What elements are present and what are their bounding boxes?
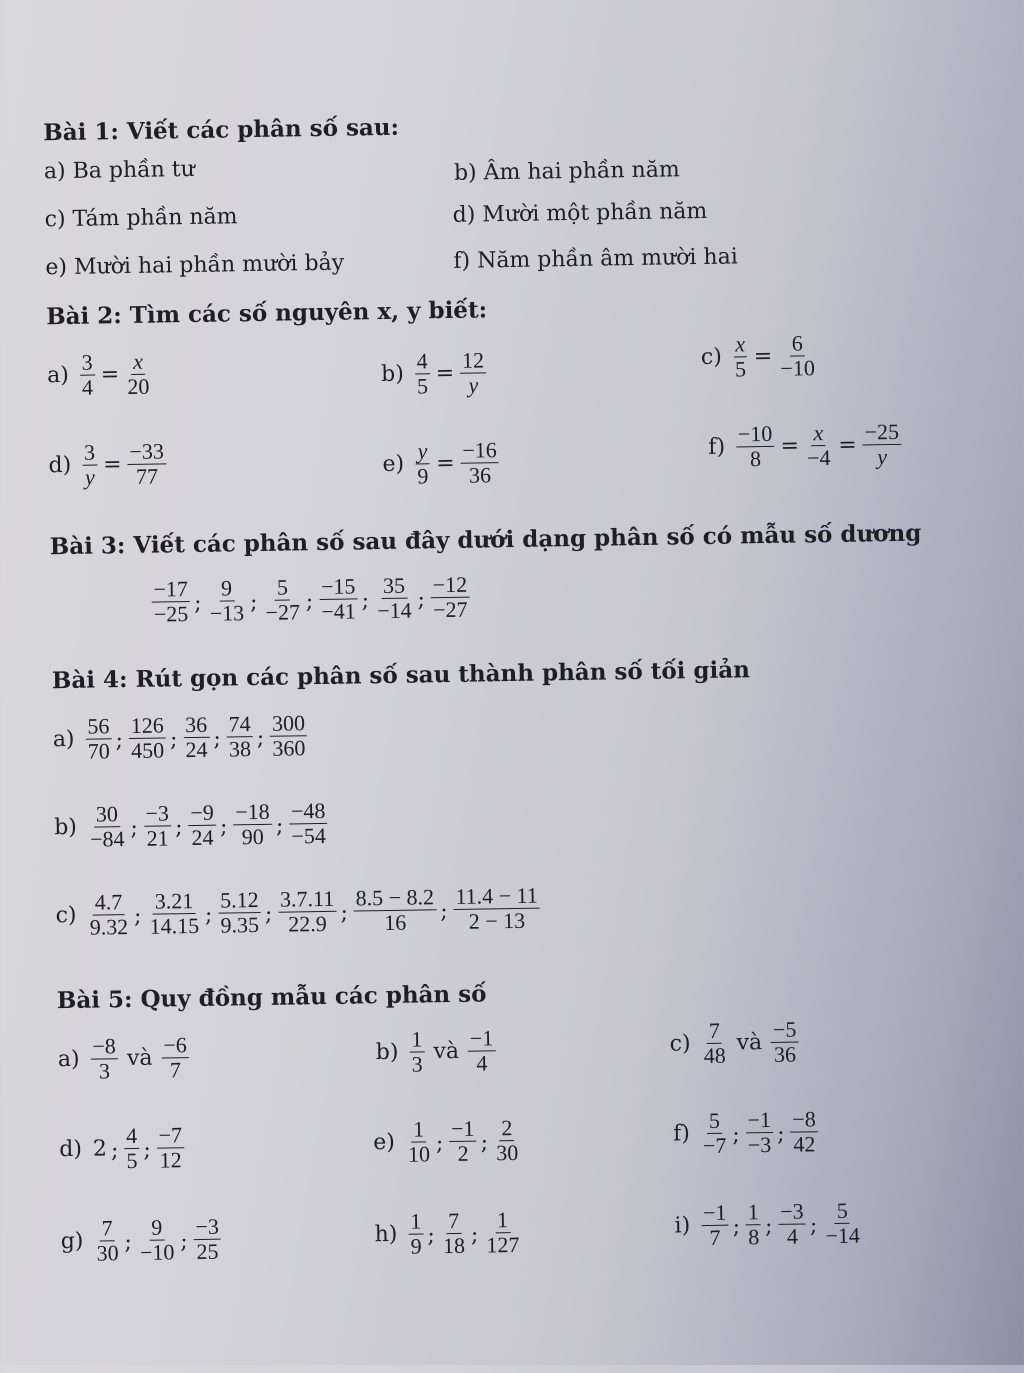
fraction	[745, 1108, 773, 1157]
semicolon: ;	[427, 1223, 436, 1249]
semicolon: ;	[340, 900, 349, 926]
fraction	[82, 440, 98, 489]
integer-value: 2	[92, 1136, 108, 1162]
numerator: 35	[381, 574, 407, 599]
numerator: 5	[707, 1109, 722, 1134]
numerator: −3	[193, 1215, 221, 1240]
denominator: 90	[241, 823, 264, 850]
bai5-row-2	[59, 1106, 992, 1196]
denominator: 38	[228, 735, 252, 762]
bai1-row-2	[44, 193, 977, 248]
numerator: −15	[319, 574, 358, 599]
denominator: 22.9	[288, 910, 327, 937]
fraction	[233, 800, 272, 849]
fraction	[375, 574, 414, 623]
fraction	[771, 1018, 799, 1067]
fraction	[460, 438, 499, 487]
fraction	[226, 712, 253, 761]
bai3-heading: Bài 3: Viết các phân số sau đây dưới dạng phân số có mẫu số dương	[49, 519, 922, 561]
numerator: −5	[771, 1018, 799, 1043]
denominator: 20	[127, 373, 150, 399]
denominator: 5	[126, 1147, 138, 1173]
label-d: d)	[48, 452, 72, 479]
denominator: 5	[734, 356, 747, 382]
va-word: và	[433, 1038, 460, 1065]
denominator: 8	[749, 445, 762, 471]
bai2-eq-f	[708, 420, 905, 472]
semicolon: ;	[219, 814, 228, 840]
bai4-b	[54, 799, 331, 852]
semicolon: ;	[213, 726, 222, 752]
numerator: 9	[219, 576, 234, 601]
numerator: 74	[226, 712, 252, 737]
numerator: 6	[790, 331, 805, 356]
fraction	[778, 1199, 806, 1248]
fraction	[468, 1026, 496, 1075]
denominator: −13	[209, 599, 245, 626]
denominator: −41	[321, 598, 357, 624]
numerator: −48	[289, 799, 328, 824]
bai5-heading: Bài 5: Quy đồng mẫu các phân số	[56, 980, 487, 1015]
fraction	[137, 1215, 176, 1264]
numerator: −1	[701, 1201, 729, 1226]
label-e: e)	[373, 1129, 396, 1155]
bai3-fractions	[148, 573, 472, 627]
numerator: 300	[270, 711, 307, 736]
numerator: −1	[468, 1026, 496, 1051]
label-c: c)	[55, 902, 77, 928]
label-a: a)	[52, 726, 75, 752]
denominator: 30	[496, 1139, 519, 1166]
bai4-row-c	[55, 877, 988, 962]
bai2-row-2	[48, 418, 981, 512]
bai2-row-1	[46, 330, 980, 422]
fraction	[87, 890, 130, 939]
fraction	[79, 351, 95, 400]
numerator: −1	[745, 1108, 773, 1133]
numerator: 3.7.11	[278, 887, 337, 913]
bai1-item-a: a) Ba phần tư	[43, 156, 195, 185]
numerator: 1	[408, 1209, 423, 1234]
denominator: 2	[457, 1140, 469, 1166]
fraction	[156, 1123, 184, 1172]
bai3-row	[50, 565, 983, 650]
label-b: b)	[375, 1039, 399, 1065]
numerator: 7	[707, 1019, 722, 1044]
va-word: và	[736, 1029, 763, 1056]
fraction	[736, 422, 775, 471]
denominator: −3	[747, 1131, 772, 1158]
numerator: −10	[736, 422, 775, 447]
numerator: −18	[233, 800, 272, 825]
fraction	[701, 1019, 728, 1068]
denominator: 9.32	[89, 913, 129, 940]
bai5-row-3	[60, 1197, 993, 1288]
bai5-i	[674, 1199, 865, 1250]
fraction	[408, 1209, 424, 1258]
denominator: 4	[786, 1223, 799, 1249]
numerator: 4.7	[93, 890, 125, 915]
denominator: 48	[703, 1042, 726, 1068]
denominator: −84	[89, 825, 125, 852]
numerator: 1	[746, 1200, 761, 1225]
denominator: 3	[411, 1051, 423, 1077]
numerator: 8.5 − 8.2	[353, 885, 436, 911]
label-b: b)	[380, 361, 405, 387]
semicolon: ;	[264, 901, 273, 927]
semicolon: ;	[470, 1222, 479, 1248]
bai5-h	[374, 1208, 524, 1259]
bai1-heading: Bài 1: Viết các phân số sau:	[43, 113, 400, 147]
label-a: a)	[57, 1046, 80, 1072]
fraction	[188, 801, 216, 850]
fraction	[90, 1034, 118, 1083]
semicolon: ;	[110, 1137, 119, 1164]
semicolon: ;	[124, 1229, 133, 1255]
denominator: 16	[384, 909, 407, 935]
denominator: 30	[96, 1240, 119, 1266]
fraction	[414, 349, 430, 398]
numerator: −6	[161, 1033, 189, 1058]
bai4-heading: Bài 4: Rút gọn các phân số sau thành phân số tối giản	[51, 656, 751, 695]
denominator: y	[468, 372, 479, 398]
fraction	[823, 1199, 862, 1248]
label-i: i)	[674, 1213, 691, 1239]
denominator: −10	[780, 354, 816, 381]
denominator: 9	[410, 1233, 422, 1259]
fraction	[218, 888, 261, 937]
fraction	[289, 799, 328, 848]
numerator: −7	[156, 1123, 184, 1148]
semicolon: ;	[133, 903, 142, 929]
numerator: 1	[409, 1027, 424, 1052]
numerator: 4	[124, 1124, 139, 1149]
denominator: 3	[98, 1058, 111, 1084]
fraction	[129, 713, 167, 762]
numerator: 3	[79, 351, 94, 376]
equals-sign: =	[838, 432, 857, 458]
numerator: 9	[149, 1216, 164, 1241]
denominator: −7	[702, 1132, 727, 1158]
semicolon: ;	[361, 587, 370, 614]
semicolon: ;	[169, 727, 178, 753]
denominator: 4	[476, 1050, 488, 1076]
fraction	[453, 884, 540, 934]
numerator: 30	[94, 802, 120, 827]
bai5-b	[375, 1026, 498, 1076]
denominator: −10	[139, 1239, 175, 1265]
semicolon: ;	[275, 813, 284, 839]
denominator: −14	[377, 597, 412, 623]
bai2-eq-b	[381, 348, 490, 398]
fraction	[409, 1027, 425, 1076]
bai1-item-e: e) Mười hai phần mười bảy	[45, 250, 345, 281]
denominator: y	[84, 464, 95, 490]
fraction	[270, 711, 308, 760]
label-d: d)	[59, 1136, 83, 1162]
denominator: 77	[135, 463, 159, 489]
denominator: 70	[87, 738, 110, 764]
bai1-row-3	[45, 241, 978, 296]
label-c: c)	[700, 344, 723, 370]
bai1-item-f: f) Năm phần âm mười hai	[453, 244, 738, 274]
label-e: e)	[382, 451, 405, 477]
bai2-heading: Bài 2: Tìm các số nguyên x, y biết:	[45, 296, 488, 331]
semicolon: ;	[143, 1137, 152, 1163]
bai1-item-d: d) Mười một phần năm	[452, 198, 708, 228]
semicolon: ;	[193, 590, 202, 616]
semicolon: ;	[732, 1122, 740, 1148]
semicolon: ;	[764, 1213, 773, 1239]
denominator: −54	[291, 822, 327, 849]
semicolon: ;	[180, 1228, 188, 1255]
bai2-eq-a	[47, 350, 155, 400]
denominator: 10	[407, 1141, 431, 1167]
fraction	[88, 802, 127, 851]
numerator: −17	[151, 577, 190, 602]
bai5-c	[669, 1017, 802, 1068]
fraction	[430, 573, 469, 622]
fraction	[484, 1208, 522, 1257]
equals-sign: =	[435, 360, 455, 386]
equals-sign: =	[435, 450, 455, 476]
fraction	[701, 1201, 729, 1250]
numerator: 7	[446, 1209, 461, 1234]
bai5-a	[57, 1033, 192, 1084]
numerator: 5.12	[218, 888, 261, 913]
fraction	[193, 1215, 221, 1264]
bai5-row-1	[57, 1016, 990, 1106]
fraction	[127, 439, 166, 488]
semicolon: ;	[809, 1213, 818, 1239]
numerator: 4	[414, 349, 429, 374]
numerator: 1	[495, 1208, 510, 1233]
semicolon: ;	[174, 814, 183, 841]
equals-sign: =	[780, 433, 800, 459]
denominator: −14	[825, 1222, 861, 1248]
numerator: −9	[188, 801, 216, 826]
denominator: 9.35	[220, 911, 260, 938]
fraction	[94, 1216, 121, 1265]
denominator: 18	[442, 1232, 466, 1258]
denominator: 5	[416, 373, 429, 399]
denominator: 7	[169, 1056, 182, 1083]
va-word: và	[126, 1045, 153, 1071]
numerator: 56	[85, 714, 111, 739]
fraction	[449, 1117, 477, 1166]
bai4-row-b	[54, 789, 987, 874]
fraction	[278, 887, 337, 936]
denominator: 36	[773, 1041, 797, 1067]
numerator: −25	[862, 420, 901, 445]
numerator: 12	[460, 348, 486, 373]
fraction	[440, 1209, 467, 1258]
denominator: 12	[159, 1146, 182, 1173]
fraction	[124, 1124, 140, 1173]
semicolon: ;	[732, 1214, 741, 1240]
denominator: −25	[153, 600, 189, 627]
fraction	[732, 332, 748, 381]
numerator: x	[131, 350, 145, 375]
bai5-g	[60, 1215, 224, 1266]
denominator: 9	[417, 463, 429, 489]
bai1-item-c: c) Tám phần năm	[44, 204, 238, 233]
label-f: f)	[672, 1121, 691, 1147]
equals-sign: =	[753, 343, 773, 369]
label-b: b)	[54, 814, 78, 840]
semicolon: ;	[256, 725, 265, 751]
semicolon: ;	[249, 589, 258, 615]
bai5-e	[373, 1116, 524, 1167]
fraction	[778, 331, 817, 380]
bai4-row-a	[52, 701, 985, 786]
denominator: 25	[196, 1238, 219, 1264]
denominator: y	[877, 443, 888, 469]
fraction	[125, 350, 152, 399]
semicolon: ;	[417, 587, 426, 613]
bai5-d	[59, 1123, 188, 1174]
fraction	[790, 1107, 818, 1156]
semicolon: ;	[776, 1121, 785, 1147]
semicolon: ;	[204, 902, 213, 928]
label-c: c)	[669, 1030, 691, 1057]
label-g: g)	[60, 1228, 84, 1254]
semicolon: ;	[130, 815, 138, 841]
fraction	[319, 574, 358, 623]
numerator: 36	[183, 713, 209, 738]
fraction	[805, 421, 833, 470]
bai4-c	[55, 884, 543, 940]
equals-sign: =	[100, 361, 120, 388]
denominator: 21	[146, 825, 169, 851]
denominator: 2 − 13	[468, 907, 526, 934]
equals-sign: =	[103, 451, 122, 478]
denominator: 14.15	[149, 912, 200, 939]
denominator: 127	[486, 1231, 520, 1258]
bai2-eq-e	[382, 438, 502, 488]
fraction	[151, 577, 190, 626]
denominator: 360	[272, 735, 306, 761]
fraction	[460, 348, 487, 397]
denominator: 24	[191, 824, 214, 850]
numerator: −12	[430, 573, 469, 598]
denominator: 36	[468, 462, 492, 488]
fraction	[147, 889, 201, 938]
bai2-eq-c	[701, 331, 821, 381]
bai1-row-1	[44, 145, 977, 200]
bai1-item-b: b) Âm hai phần năm	[453, 157, 680, 186]
numerator: −3	[143, 801, 171, 826]
fraction	[862, 420, 901, 469]
fraction	[415, 439, 431, 488]
numerator: −33	[127, 439, 166, 464]
fraction	[143, 801, 171, 850]
numerator: 7	[100, 1216, 115, 1241]
denominator: −27	[265, 599, 301, 625]
numerator: 2	[499, 1116, 514, 1141]
label-f: f)	[708, 434, 726, 460]
label-h: h)	[374, 1221, 398, 1247]
numerator: 3.21	[153, 889, 196, 914]
numerator: 3	[82, 440, 97, 465]
denominator: 7	[709, 1224, 721, 1250]
numerator: −1	[449, 1117, 477, 1142]
fraction	[207, 576, 246, 625]
numerator: x	[811, 421, 825, 446]
denominator: 24	[185, 736, 208, 762]
semicolon: ;	[115, 727, 124, 753]
fraction	[85, 714, 112, 763]
denominator: 450	[130, 737, 165, 763]
denominator: 8	[748, 1223, 760, 1250]
numerator: 126	[129, 713, 166, 738]
numerator: 1	[411, 1117, 426, 1142]
fraction	[161, 1033, 189, 1082]
semicolon: ;	[435, 1130, 444, 1157]
denominator: −4	[806, 444, 831, 471]
bai5-f	[673, 1107, 822, 1158]
bai2-eq-d	[48, 439, 169, 489]
fraction	[353, 885, 436, 935]
numerator: −16	[460, 438, 499, 463]
numerator: x	[733, 332, 747, 357]
numerator: 11.4 − 11	[453, 884, 540, 910]
fraction	[746, 1200, 762, 1249]
semicolon: ;	[480, 1130, 489, 1156]
fraction	[700, 1109, 728, 1158]
semicolon: ;	[305, 588, 314, 614]
semicolon: ;	[440, 898, 448, 924]
numerator: −8	[90, 1034, 118, 1059]
denominator: 4	[81, 374, 94, 400]
label-a: a)	[46, 362, 70, 389]
denominator: −27	[432, 596, 468, 622]
numerator: y	[415, 439, 429, 464]
numerator: −8	[790, 1107, 818, 1132]
fraction	[263, 575, 302, 624]
denominator: 42	[793, 1131, 816, 1157]
fraction	[494, 1116, 521, 1165]
numerator: 5	[275, 575, 290, 600]
fraction	[405, 1117, 432, 1166]
bai4-a	[52, 711, 310, 764]
numerator: 5	[835, 1199, 850, 1224]
numerator: −3	[778, 1199, 806, 1224]
fraction	[183, 713, 210, 762]
